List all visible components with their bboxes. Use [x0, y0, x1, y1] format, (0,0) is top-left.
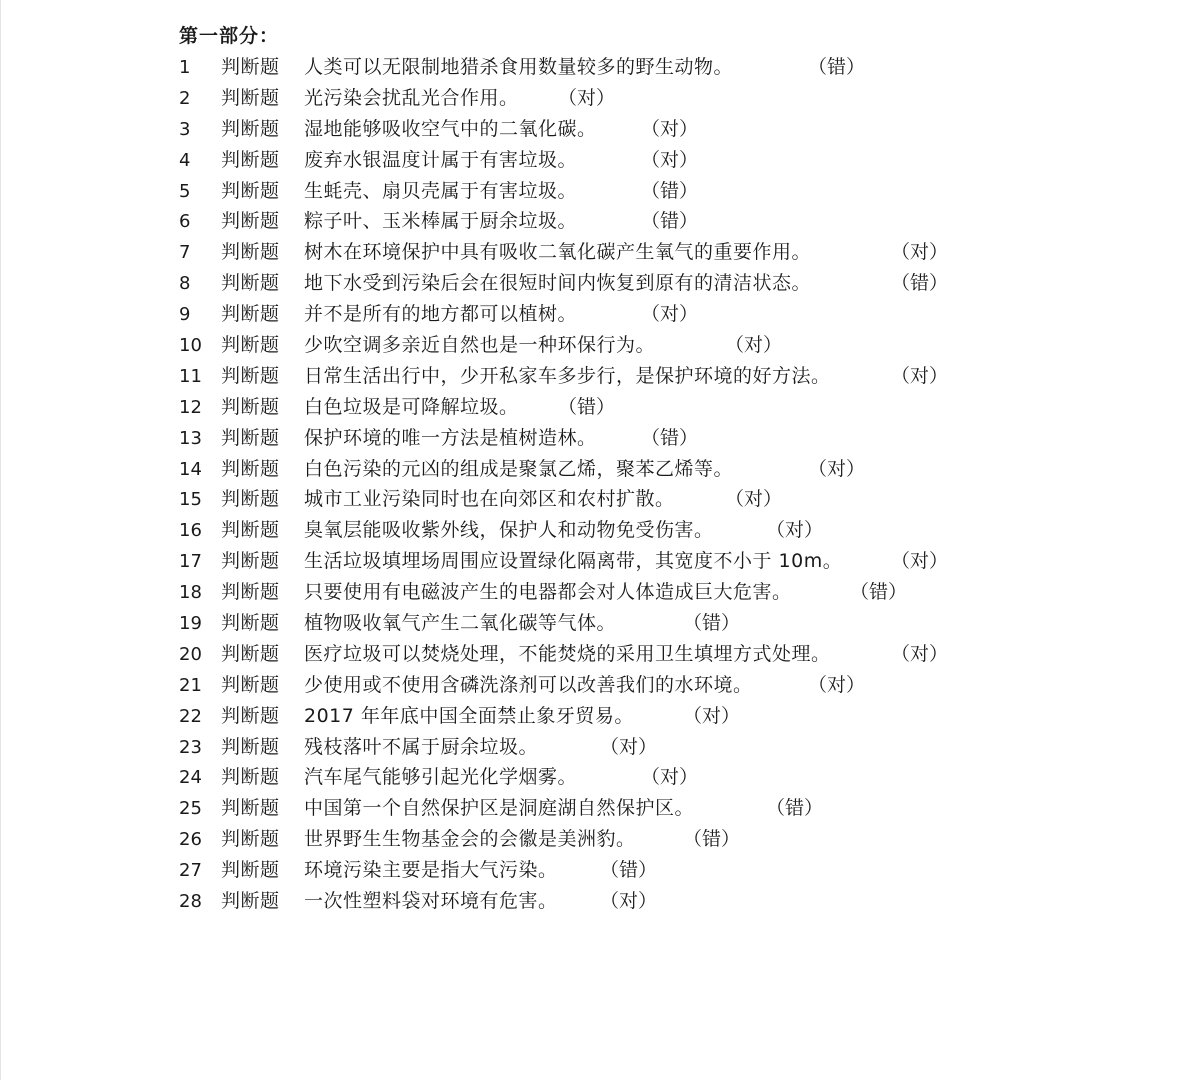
question-number: 23	[179, 736, 202, 758]
question-type: 判断题	[221, 766, 280, 789]
question-answer: （错）	[808, 56, 866, 78]
question-number: 7	[179, 242, 191, 264]
question-number: 17	[179, 551, 202, 573]
question-number: 4	[179, 149, 191, 171]
question-answer: （对）	[891, 364, 949, 387]
question-statement: 少吹空调多亲近自然也是一种环保行为。	[304, 334, 656, 357]
question-row	[0, 52, 1179, 83]
question-type: 判断题	[221, 642, 280, 665]
question-answer: （对）	[600, 890, 658, 913]
question-type: 判断题	[221, 148, 280, 171]
question-number: 1	[179, 57, 191, 78]
question-answer: （错）	[850, 581, 908, 604]
question-number: 19	[179, 613, 202, 635]
question-statement: 湿地能够吸收空气中的二氧化碳。	[304, 117, 597, 140]
question-type: 判断题	[221, 612, 280, 635]
question-answer: （错）	[641, 210, 699, 233]
question-number: 27	[179, 860, 202, 882]
question-row	[0, 299, 1179, 330]
question-type: 判断题	[221, 117, 280, 140]
question-type: 判断题	[221, 488, 280, 511]
question-answer: （对）	[641, 148, 699, 171]
question-row	[0, 762, 1179, 793]
question-statement: 白色垃圾是可降解垃圾。	[304, 395, 519, 418]
question-answer: （对）	[641, 117, 699, 140]
question-statement: 并不是所有的地方都可以植树。	[304, 303, 578, 326]
question-answer: （错）	[641, 179, 699, 202]
question-type: 判断题	[221, 364, 280, 387]
question-type: 判断题	[221, 395, 280, 418]
question-number: 2	[179, 87, 191, 109]
question-number: 22	[179, 705, 202, 727]
question-statement: 残枝落叶不属于厨余垃圾。	[304, 735, 539, 758]
question-statement: 人类可以无限制地猎杀食用数量较多的野生动物。	[304, 56, 734, 78]
question-type: 判断题	[221, 519, 280, 542]
question-statement: 树木在环境保护中具有吸收二氧化碳产生氧气的重要作用。	[304, 241, 812, 264]
question-answer: （对）	[683, 704, 741, 727]
question-statement: 植物吸收氧气产生二氧化碳等气体。	[304, 612, 617, 635]
question-type: 判断题	[221, 735, 280, 758]
question-statement: 光污染会扰乱光合作用。	[304, 86, 519, 109]
question-type: 判断题	[221, 797, 280, 820]
question-statement: 环境污染主要是指大气污染。	[304, 859, 558, 882]
question-answer: （错）	[683, 612, 741, 635]
question-type: 判断题	[221, 241, 280, 264]
question-statement: 生活垃圾填埋场周围应设置绿化隔离带，其宽度不小于 10m。	[304, 550, 843, 573]
question-number: 11	[179, 365, 202, 387]
question-number: 21	[179, 674, 202, 696]
question-number: 28	[179, 891, 202, 913]
question-type: 判断题	[221, 890, 280, 913]
question-answer: （错）	[683, 828, 741, 851]
question-answer: （错）	[558, 395, 616, 418]
question-statement: 生蚝壳、扇贝壳属于有害垃圾。	[304, 179, 578, 202]
question-row	[0, 423, 1179, 454]
question-statement: 保护环境的唯一方法是植树造林。	[304, 426, 597, 449]
question-statement: 一次性塑料袋对环境有危害。	[304, 890, 558, 913]
question-row	[0, 361, 1179, 392]
question-row	[0, 114, 1179, 145]
question-row	[0, 206, 1179, 237]
question-row	[0, 793, 1179, 824]
question-answer: （对）	[641, 766, 699, 789]
question-number: 6	[179, 211, 191, 233]
question-answer: （对）	[808, 457, 866, 480]
question-row	[0, 670, 1179, 701]
question-type: 判断题	[221, 550, 280, 573]
question-type: 判断题	[221, 426, 280, 449]
question-statement: 只要使用有电磁波产生的电器都会对人体造成巨大危害。	[304, 581, 792, 604]
question-answer: （对）	[808, 673, 866, 696]
question-row	[0, 176, 1179, 207]
question-number: 10	[179, 335, 202, 357]
question-type: 判断题	[221, 828, 280, 851]
question-number: 9	[179, 304, 191, 326]
question-row	[0, 886, 1179, 917]
question-row	[0, 484, 1179, 515]
question-row	[0, 855, 1179, 886]
question-answer: （对）	[641, 303, 699, 326]
question-statement: 中国第一个自然保护区是洞庭湖自然保护区。	[304, 797, 695, 820]
question-type: 判断题	[221, 303, 280, 326]
question-number: 5	[179, 180, 191, 202]
question-row	[0, 732, 1179, 763]
question-row	[0, 268, 1179, 299]
question-row	[0, 608, 1179, 639]
question-number: 25	[179, 798, 202, 820]
question-list	[0, 52, 1179, 917]
question-number: 24	[179, 767, 202, 789]
question-statement: 汽车尾气能够引起光化学烟雾。	[304, 766, 578, 789]
section-title: 第一部分：	[179, 25, 280, 47]
question-statement: 2017 年年底中国全面禁止象牙贸易。	[304, 704, 634, 727]
question-answer: （错）	[891, 272, 949, 295]
question-row	[0, 824, 1179, 855]
question-type: 判断题	[221, 210, 280, 233]
question-statement: 臭氧层能吸收紫外线，保护人和动物免受伤害。	[304, 519, 714, 542]
question-type: 判断题	[221, 704, 280, 727]
question-statement: 医疗垃圾可以焚烧处理，不能焚烧的采用卫生填埋方式处理。	[304, 642, 831, 665]
question-number: 18	[179, 582, 202, 604]
question-answer: （对）	[725, 488, 783, 511]
question-row	[0, 546, 1179, 577]
question-statement: 城市工业污染同时也在向郊区和农村扩散。	[304, 488, 675, 511]
question-row	[0, 515, 1179, 546]
question-row	[0, 83, 1179, 114]
question-answer: （对）	[600, 735, 658, 758]
question-answer: （对）	[891, 241, 949, 264]
question-statement: 世界野生生物基金会的会徽是美洲豹。	[304, 828, 636, 851]
question-type: 判断题	[221, 581, 280, 604]
question-type: 判断题	[221, 86, 280, 109]
question-statement: 地下水受到污染后会在很短时间内恢复到原有的清洁状态。	[304, 272, 812, 295]
question-number: 14	[179, 458, 202, 480]
question-number: 13	[179, 427, 202, 449]
question-answer: （错）	[641, 426, 699, 449]
question-number: 12	[179, 396, 202, 418]
question-row	[0, 330, 1179, 361]
question-row	[0, 639, 1179, 670]
question-answer: （错）	[600, 859, 658, 882]
question-statement: 粽子叶、玉米棒属于厨余垃圾。	[304, 210, 578, 233]
question-row	[0, 392, 1179, 423]
question-type: 判断题	[221, 56, 280, 78]
question-type: 判断题	[221, 673, 280, 696]
question-number: 15	[179, 489, 202, 511]
question-number: 3	[179, 118, 191, 140]
question-number: 26	[179, 829, 202, 851]
question-statement: 日常生活出行中，少开私家车多步行，是保护环境的好方法。	[304, 364, 831, 387]
question-row	[0, 577, 1179, 608]
question-row	[0, 701, 1179, 732]
question-type: 判断题	[221, 179, 280, 202]
question-row	[0, 454, 1179, 485]
question-statement: 白色污染的元凶的组成是聚氯乙烯，聚苯乙烯等。	[304, 457, 734, 480]
question-answer: （对）	[725, 334, 783, 357]
question-type: 判断题	[221, 457, 280, 480]
question-answer: （对）	[891, 642, 949, 665]
question-row	[0, 145, 1179, 176]
question-type: 判断题	[221, 272, 280, 295]
question-number: 20	[179, 643, 202, 665]
question-statement: 少使用或不使用含磷洗涤剂可以改善我们的水环境。	[304, 673, 753, 696]
question-answer: （错）	[766, 797, 824, 820]
question-statement: 废弃水银温度计属于有害垃圾。	[304, 148, 578, 171]
question-answer: （对）	[891, 550, 949, 573]
question-type: 判断题	[221, 334, 280, 357]
question-row	[0, 237, 1179, 268]
question-type: 判断题	[221, 859, 280, 882]
question-number: 16	[179, 520, 202, 542]
question-answer: （对）	[558, 86, 616, 109]
question-answer: （对）	[766, 519, 824, 542]
question-number: 8	[179, 273, 191, 295]
